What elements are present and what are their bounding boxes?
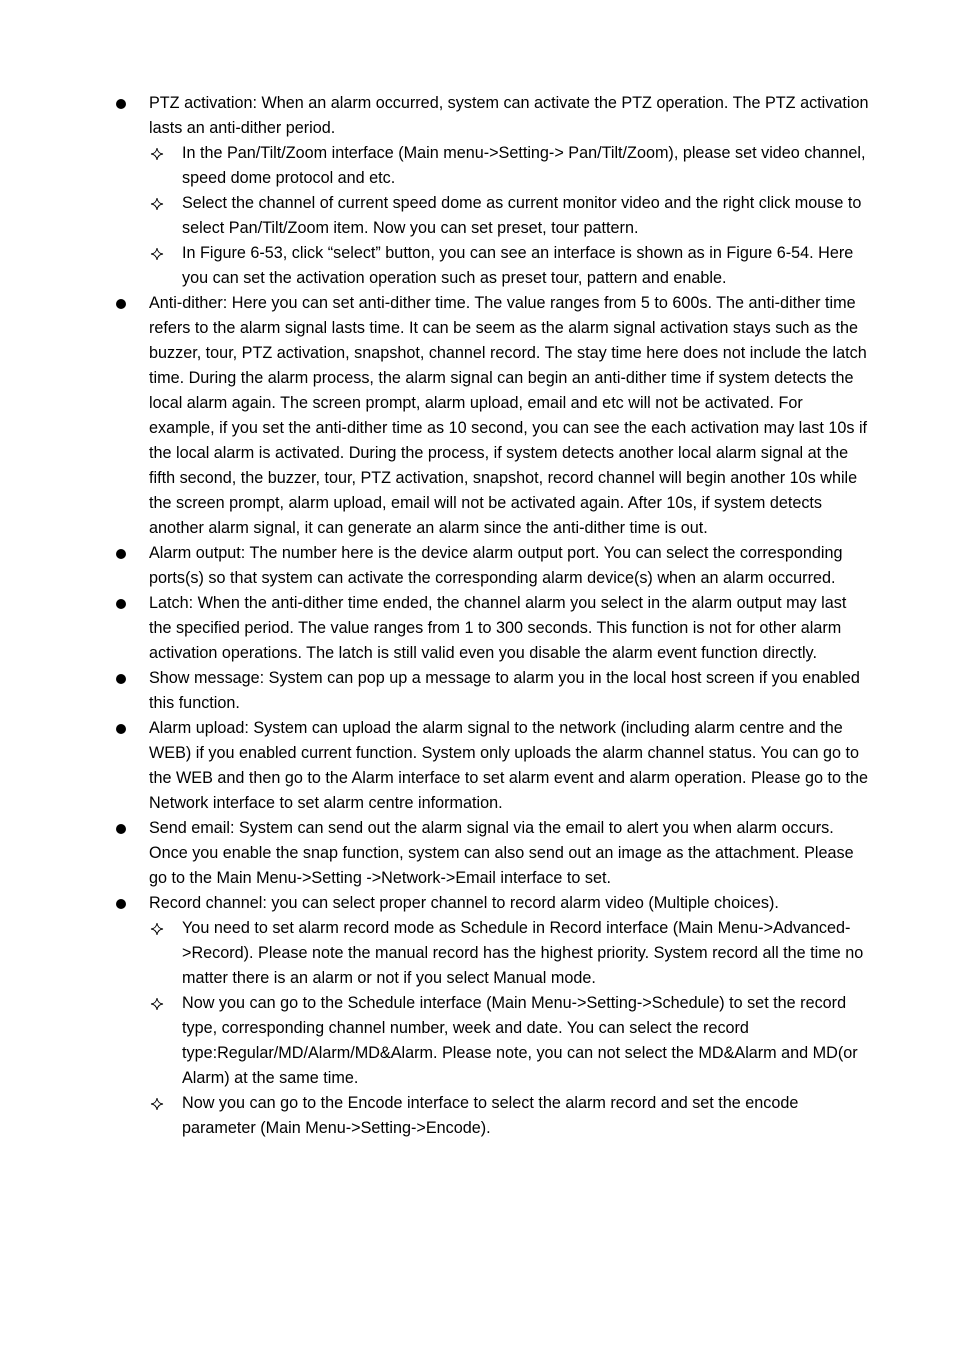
bullet-dot-icon — [116, 899, 126, 909]
list-item-text: Anti-dither: Here you can set anti-dither time. The value ranges from 5 to 600s. The anti-dither time refers to the alarm signal lasts time. It can be seem as the alarm signal activation stays such as the buzzer, tour, PTZ activation, snapshot, channel record. The stay time here does not include the latch time. During the alarm process, the alarm signal can begin an anti-dither time if system detects the local alarm again. The screen prompt, alarm upload, email and etc will not be activated. For example, if you set the anti-dither time as 10 second, you can see the each activation may last 10s if the local alarm is activated. During the process, if system detects another local alarm signal at the fifth second, the buzzer, tour, PTZ activation, snapshot, record channel will begin another 10s while the screen prompt, alarm upload, email will not be activated again. After 10s, if system detects another alarm signal, it can generate an alarm since the anti-dither time is out. — [149, 294, 868, 537]
star-outline-icon — [150, 197, 164, 211]
sub-bullet-list-item — [0, 991, 872, 1091]
four-point-star-bullet-icon — [149, 991, 165, 1016]
bullet-dot-icon — [116, 599, 126, 609]
bullet-dot-icon — [116, 99, 126, 109]
filled-circle-bullet-icon — [114, 591, 128, 616]
bullet-dot-icon — [116, 824, 126, 834]
filled-circle-bullet-icon — [114, 716, 128, 741]
list-item-text: PTZ activation: When an alarm occurred, system can activate the PTZ operation. The PTZ activation lasts an anti-dither period. — [149, 94, 869, 137]
four-point-star-bullet-icon — [149, 141, 165, 166]
bullet-dot-icon — [116, 299, 126, 309]
list-item-text: Now you can go to the Encode interface to select the alarm record and set the encode parameter (Main Menu->Setting->Encode). — [182, 1094, 799, 1137]
sub-bullet-list-item — [0, 241, 872, 291]
list-item-text: Send email: System can send out the alarm signal via the email to alert you when alarm occurs. Once you enable the snap function, system can also send out an image as the attachment. Please go to the Main Menu->Setting ->Network->Email interface to set. — [149, 819, 854, 887]
star-outline-icon — [150, 922, 164, 936]
bullet-list-item — [0, 91, 871, 141]
list-item-text: Alarm upload: System can upload the alarm signal to the network (including alarm centre and the WEB) if you enabled current function. System only uploads the alarm channel status. You can go to the WEB and then go to the Alarm interface to set alarm event and alarm operation. Please go to the Network interface to set alarm centre information. — [149, 719, 868, 812]
bullet-dot-icon — [116, 674, 126, 684]
list-item-text: Now you can go to the Schedule interface (Main Menu->Setting->Schedule) to set the record type, corresponding channel number, week and date. You can select the record type:Regular/MD/Alarm/MD&Alarm. Please note, you can not select the MD&Alarm and MD(or Alarm) at the same time. — [182, 994, 858, 1087]
list-item-text: In Figure 6-53, click “select” button, you can see an interface is shown as in Figure 6-54. Here you can set the activation operation such as preset tour, pattern and enable. — [182, 244, 854, 287]
sub-bullet-list-item — [0, 191, 872, 241]
list-item-text: You need to set alarm record mode as Schedule in Record interface (Main Menu->Advanced->Record). Please note the manual record has the highest priority. System record all the time no matter there is an alarm or not if you select Manual mode. — [182, 919, 864, 987]
list-item-text: Alarm output: The number here is the device alarm output port. You can select the corresponding ports(s) so that system can activate the corresponding alarm device(s) when an alarm occurred. — [149, 544, 843, 587]
list-item-text: Record channel: you can select proper channel to record alarm video (Multiple choices). — [149, 894, 779, 912]
sub-bullet-list-item — [0, 1091, 872, 1141]
bullet-list-item — [0, 716, 871, 816]
bullet-list-item — [0, 666, 871, 716]
document-body — [0, 91, 954, 1141]
bullet-list-item — [0, 816, 871, 891]
four-point-star-bullet-icon — [149, 916, 165, 941]
list-item-text: Show message: System can pop up a message to alarm you in the local host screen if you enabled this function. — [149, 669, 860, 712]
bullet-list-item — [0, 541, 871, 591]
four-point-star-bullet-icon — [149, 241, 165, 266]
filled-circle-bullet-icon — [114, 541, 128, 566]
filled-circle-bullet-icon — [114, 666, 128, 691]
filled-circle-bullet-icon — [114, 816, 128, 841]
bullet-list-item — [0, 291, 871, 541]
star-outline-icon — [150, 997, 164, 1011]
sub-bullet-list-item — [0, 916, 872, 991]
star-outline-icon — [150, 147, 164, 161]
list-item-text: Select the channel of current speed dome as current monitor video and the right click mouse to select Pan/Tilt/Zoom item. Now you can set preset, tour pattern. — [182, 194, 862, 237]
filled-circle-bullet-icon — [114, 91, 128, 116]
bullet-dot-icon — [116, 549, 126, 559]
sub-bullet-list-item — [0, 141, 872, 191]
four-point-star-bullet-icon — [149, 1091, 165, 1116]
list-item-text: Latch: When the anti-dither time ended, the channel alarm you select in the alarm output may last the specified period. The value ranges from 1 to 300 seconds. This function is not for other alarm activation operations. The latch is still valid even you disable the alarm event function directly. — [149, 594, 847, 662]
bullet-list-item — [0, 591, 871, 666]
list-item-text: In the Pan/Tilt/Zoom interface (Main menu->Setting-> Pan/Tilt/Zoom), please set video channel, speed dome protocol and etc. — [182, 144, 866, 187]
bullet-dot-icon — [116, 724, 126, 734]
four-point-star-bullet-icon — [149, 191, 165, 216]
bullet-list-item — [0, 891, 871, 916]
filled-circle-bullet-icon — [114, 291, 128, 316]
filled-circle-bullet-icon — [114, 891, 128, 916]
star-outline-icon — [150, 247, 164, 261]
star-outline-icon — [150, 1097, 164, 1111]
